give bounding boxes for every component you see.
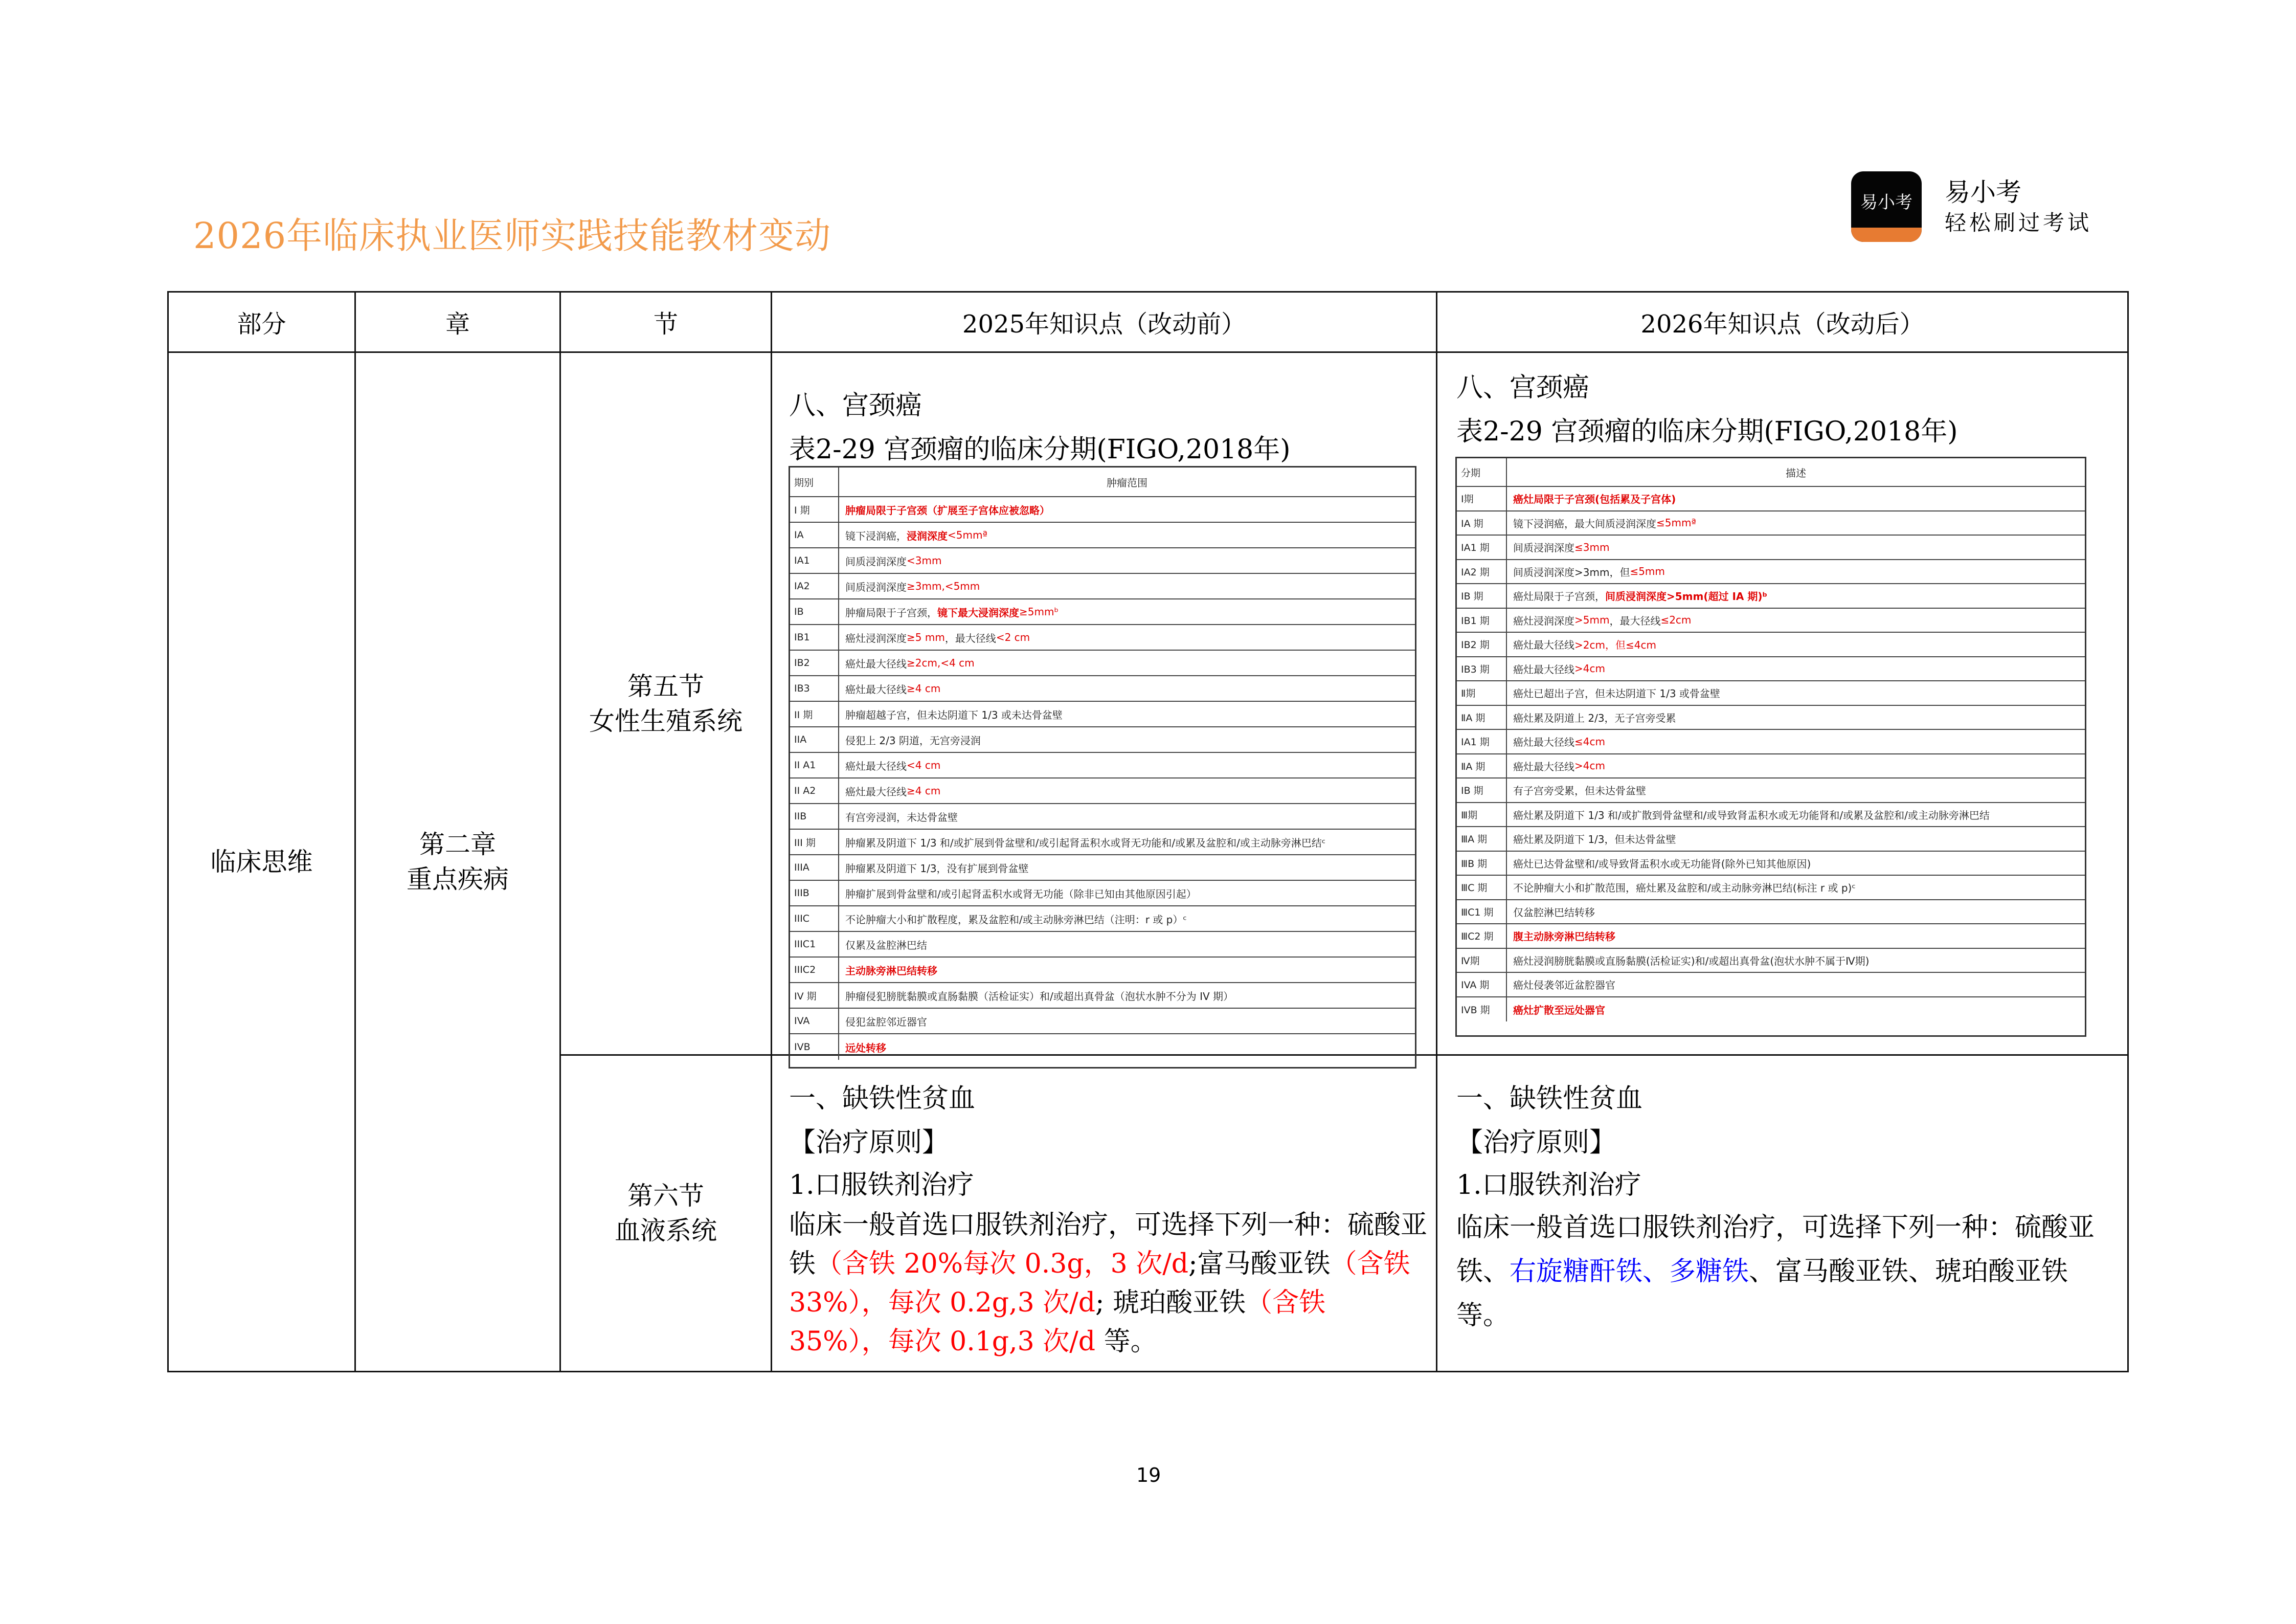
figo-stage: IVB [790,1034,839,1060]
figo-row [790,881,1415,906]
s6-after-text [1456,1077,2111,1338]
figo-row [1457,560,2085,585]
figo-desc: 癌灶局限于子宫颈， 间质浸润深度>5mm(超过 IA 期)ᵇ [1513,590,1768,603]
figo-stage: IIIB [790,881,839,905]
figo-desc: 肿瘤累及阴道下 1/3 和/或扩展到骨盆壁和/或引起肾盂积水或肾无功能和/或累及盆腔和/或主动脉旁淋巴结ᶜ [845,836,1326,849]
figo-row [790,855,1415,881]
figo-desc: 远处转移 [845,1041,886,1054]
figo-row [1457,924,2085,949]
figo-stage: IIB [790,804,839,829]
figo-row [790,778,1415,804]
section-6-cell [559,1054,772,1372]
header-part: 部分 [167,291,356,353]
figo-row [790,702,1415,727]
figo-stage: II A1 [790,753,839,777]
figo-stage: ⅡA 期 [1457,706,1507,729]
figo-desc: 肿瘤累及阴道下 1/3，没有扩展到骨盆壁 [845,862,1029,875]
section-6-title: 血液系统 [615,1216,717,1245]
app-icon-stripe [1851,228,1922,242]
brand-name: 易小考 [1945,177,2021,207]
figo-stage: IA 期 [1457,511,1507,535]
figo-desc: 癌灶最大径线 ≤4cm [1513,735,1605,749]
s6-after-heading: 一、缺铁性贫血 [1456,1083,1643,1114]
section-6-number: 第六节 [627,1181,704,1211]
figo-desc: 癌灶累及阴道上 2/3，无子宫旁受累 [1513,711,1676,724]
figo-row [790,599,1415,625]
figo-stage: ⅢC 期 [1457,876,1507,899]
figo-row [790,574,1415,599]
s5-before-heading: 八、宫颈癌 [789,390,922,421]
figo-desc: 癌灶累及阴道下 1/3 和/或扩散到骨盆壁和/或导致肾盂积水或无功能肾和/或累及盆腔和/或主动脉旁淋巴结 [1513,809,1990,821]
figo-desc: 癌灶浸润深度 ≥5 mm ，最大径线 <2 cm [845,631,1030,644]
s6-before-heading: 一、缺铁性贫血 [789,1083,976,1114]
figo-stage: IB1 [790,625,839,650]
figo-desc: 癌灶已达骨盆壁和/或导致肾盂积水或无功能肾(除外已知其他原因) [1513,857,1811,870]
figo-desc: 间质浸润深度 ≤3mm [1513,541,1610,554]
section-5-title: 女性生殖系统 [589,706,742,736]
figo-desc: 间质浸润深度 ≥3mm,<5mm [845,580,980,593]
figo-desc: 肿瘤侵犯膀胱黏膜或直肠黏膜（活检证实）和/或超出真骨盆（泡状水肿不分为 IV 期） [845,990,1234,1003]
header-after: 2026年知识点（改动后） [1436,291,2129,353]
figo-row [790,1009,1415,1034]
figo-header-stage: 分期 [1457,458,1507,486]
s6-after-item: 1.口服铁剂治疗 [1456,1170,1641,1200]
figo-desc: 癌灶浸润深度 >5mm ，最大径线 ≤2cm [1513,614,1692,627]
figo-row [790,1034,1415,1060]
figo-stage: IIIC1 [790,932,839,956]
s5-before-caption: 表2-29 宫颈瘤的临床分期(FIGO,2018年) [789,434,1291,465]
figo-stage: I 期 [790,497,839,522]
figo-desc: 肿瘤局限于子宫颈， 镜下最大浸润深度 ≥5mmᵇ [845,606,1059,619]
part-label: 临床思维 [210,847,313,877]
figo-stage: Ⅲ期 [1457,803,1507,827]
figo-desc: 仅盆腔淋巴结转移 [1513,906,1595,919]
figo-row [790,676,1415,702]
figo-desc: 癌灶最大径线 ≥2cm,<4 cm [845,657,975,670]
part-cell [167,351,356,1372]
figo-desc: 腹主动脉旁淋巴结转移 [1513,930,1615,943]
s6-before-paragraph: 临床一般首选口服铁剂治疗，可选择下列一种：硫酸亚铁（含铁 20%每次 0.3g，3 次/d;富马酸亚铁（含铁 33%），每次 0.2g,3 次/d; 琥珀酸亚铁（含铁 35%），每次 0.1g,3 次/d 等。 [789,1210,1428,1357]
figo-row [1457,827,2085,852]
figo-stage: Ⅳ期 [1457,949,1507,972]
figo-desc: 肿瘤扩展到骨盆壁和/或引起肾盂积水或肾无功能（除非已知由其他原因引起） [845,887,1197,900]
figo-row [1457,803,2085,828]
s6-after-subheading: 【治疗原则】 [1456,1127,1616,1158]
figo-header-row [1457,458,2085,487]
figo-row [1457,876,2085,900]
figo-row [1457,730,2085,754]
figo-row [1457,973,2085,997]
figo-stage: IA [790,523,839,547]
figo-header-desc: 描述 [1786,466,1806,479]
chapter-number: 第二章 [419,830,496,859]
figo-header-stage: 期别 [790,468,839,496]
figo-stage: ⅢB 期 [1457,852,1507,875]
figo-row [1457,536,2085,560]
figo-row [1457,949,2085,973]
figo-row [1457,633,2085,657]
figo-stage: IA1 期 [1457,536,1507,559]
figo-stage: IA2 [790,574,839,598]
figo-stage: IIIC2 [790,958,839,982]
figo-desc: 癌灶累及阴道下 1/3，但未达骨盆壁 [1513,833,1676,846]
section-5-number: 第五节 [627,671,704,701]
figo-stage: IA2 期 [1457,560,1507,584]
section-5-cell [559,351,772,1056]
figo-row [790,804,1415,830]
figo-row [790,497,1415,523]
figo-row [1457,511,2085,536]
figo-stage: IB2 期 [1457,633,1507,656]
figo-stage: IB [790,599,839,624]
s5-after-text [1456,366,1958,454]
figo-row [1457,900,2085,925]
figo-desc: 仅累及盆腔淋巴结 [845,939,927,951]
figo-desc: 癌灶已超出子宫，但未达阴道下 1/3 或骨盆壁 [1513,687,1720,700]
figo-desc: 癌灶最大径线 >4cm [1513,760,1605,773]
figo-stage: ⅢA 期 [1457,827,1507,851]
figo-desc: 癌灶最大径线 >4cm [1513,662,1605,676]
figo-row [1457,657,2085,682]
figo-table-after [1455,457,2086,1037]
figo-row [790,651,1415,676]
figo-stage: III 期 [790,830,839,854]
header-section: 节 [559,291,772,353]
figo-stage: II A2 [790,778,839,803]
figo-desc: 有宫旁浸润，未达骨盆壁 [845,811,958,824]
figo-desc: 癌灶侵袭邻近盆腔器官 [1513,979,1615,992]
figo-stage: IA1 期 [1457,730,1507,753]
header-before: 2025年知识点（改动前） [771,291,1437,353]
page-number: 19 [1136,1464,1161,1486]
figo-stage: IA1 [790,548,839,573]
figo-desc: 侵犯上 2/3 阴道，无宫旁浸润 [845,734,981,747]
figo-stage: IIIC [790,906,839,931]
figo-header-desc: 肿瘤范围 [1107,476,1147,489]
figo-row [790,523,1415,548]
figo-desc: 肿瘤局限于子宫颈（扩展至子宫体应被忽略） [845,504,1050,517]
figo-desc: 癌灶局限于子宫颈(包括累及子宫体) [1513,493,1676,506]
chapter-cell [354,351,561,1372]
brand-text [1945,176,2092,237]
s5-before-text [789,384,1291,472]
figo-desc: 间质浸润深度>3mm，但 ≤5mm [1513,565,1665,579]
s6-after-paragraph: 临床一般首选口服铁剂治疗，可选择下列一种：硫酸亚铁、右旋糖酐铁、多糖铁、富马酸亚铁、琥珀酸亚铁等。 [1456,1212,2095,1331]
figo-stage: IIIA [790,855,839,880]
figo-desc: 癌灶浸润膀胱黏膜或直肠黏膜(活检证实)和/或超出真骨盆(泡状水肿不属于Ⅳ期) [1513,954,1870,967]
figo-row [1457,609,2085,633]
figo-row [1457,681,2085,706]
figo-desc: 肿瘤超越子宫，但未达阴道下 1/3 或未达骨盆壁 [845,708,1063,721]
figo-row [790,906,1415,932]
figo-row [790,958,1415,983]
s6-before-item: 1.口服铁剂治疗 [789,1170,974,1200]
figo-row [1457,706,2085,730]
figo-row [1457,487,2085,511]
figo-stage: Ⅱ期 [1457,681,1507,705]
figo-stage: IB 期 [1457,778,1507,802]
figo-stage: ⅢC2 期 [1457,924,1507,948]
figo-stage: IB2 [790,651,839,675]
figo-desc: 镜下浸润癌，最大间质浸润深度 ≤5mmª [1513,517,1696,530]
figo-desc: 癌灶最大径线 ≥4 cm [845,682,941,696]
figo-stage: IVA [790,1009,839,1033]
figo-row [1457,997,2085,1022]
figo-row [1457,778,2085,803]
figo-stage: ⅢC1 期 [1457,900,1507,924]
figo-stage: IB3 [790,676,839,701]
figo-desc: 癌灶最大径线 <4 cm [845,759,941,772]
figo-stage: IB3 期 [1457,657,1507,681]
figo-stage: IVA 期 [1457,973,1507,996]
s5-after-heading: 八、宫颈癌 [1456,372,1590,403]
figo-row [790,753,1415,778]
figo-row [790,625,1415,651]
figo-row [790,548,1415,574]
s5-after-caption: 表2-29 宫颈瘤的临床分期(FIGO,2018年) [1456,416,1958,447]
figo-row [1457,852,2085,876]
brand-logo [1851,171,2092,242]
figo-row [790,932,1415,958]
figo-stage: IB 期 [1457,584,1507,608]
chapter-title: 重点疾病 [407,864,509,894]
figo-stage: IIA [790,727,839,752]
figo-stage: IB1 期 [1457,609,1507,632]
app-icon [1851,171,1922,242]
figo-row [790,830,1415,855]
figo-stage: Ⅰ期 [1457,487,1507,510]
brand-slogan: 轻松刷过考试 [1945,210,2092,235]
figo-row [790,983,1415,1009]
document-title: 2026年临床执业医师实践技能教材变动 [193,215,831,257]
figo-stage: II 期 [790,702,839,726]
figo-desc: 主动脉旁淋巴结转移 [845,964,937,977]
figo-table-before [789,466,1416,1069]
figo-stage: IVB 期 [1457,997,1507,1022]
figo-row [790,727,1415,753]
figo-row [1457,584,2085,609]
figo-desc: 癌灶扩散至远处器官 [1513,1004,1605,1016]
s6-before-subheading: 【治疗原则】 [789,1127,949,1158]
figo-row [1457,754,2085,779]
figo-desc: 镜下浸润癌， 浸润深度 <5mmª [845,529,987,542]
header-chapter: 章 [354,291,561,353]
app-icon-text: 易小考 [1860,192,1912,213]
figo-stage: ⅡA 期 [1457,754,1507,778]
figo-desc: 侵犯盆腔邻近器官 [845,1015,927,1028]
s6-before-text [789,1077,1428,1361]
figo-desc: 不论肿瘤大小和扩散程度，累及盆腔和/或主动脉旁淋巴结（注明：r 或 p）ᶜ [845,913,1187,926]
figo-desc: 有子宫旁受累，但未达骨盆壁 [1513,785,1646,797]
figo-desc: 不论肿瘤大小和扩散范围，癌灶累及盆腔和/或主动脉旁淋巴结(标注 r 或 p)ᶜ [1513,882,1856,895]
figo-desc: 间质浸润深度 <3mm [845,554,942,568]
figo-header-row [790,468,1415,497]
figo-desc: 癌灶最大径线 >2cm，但≤4cm [1513,639,1656,652]
figo-stage: IV 期 [790,983,839,1008]
figo-desc: 癌灶最大径线 ≥4 cm [845,785,941,798]
